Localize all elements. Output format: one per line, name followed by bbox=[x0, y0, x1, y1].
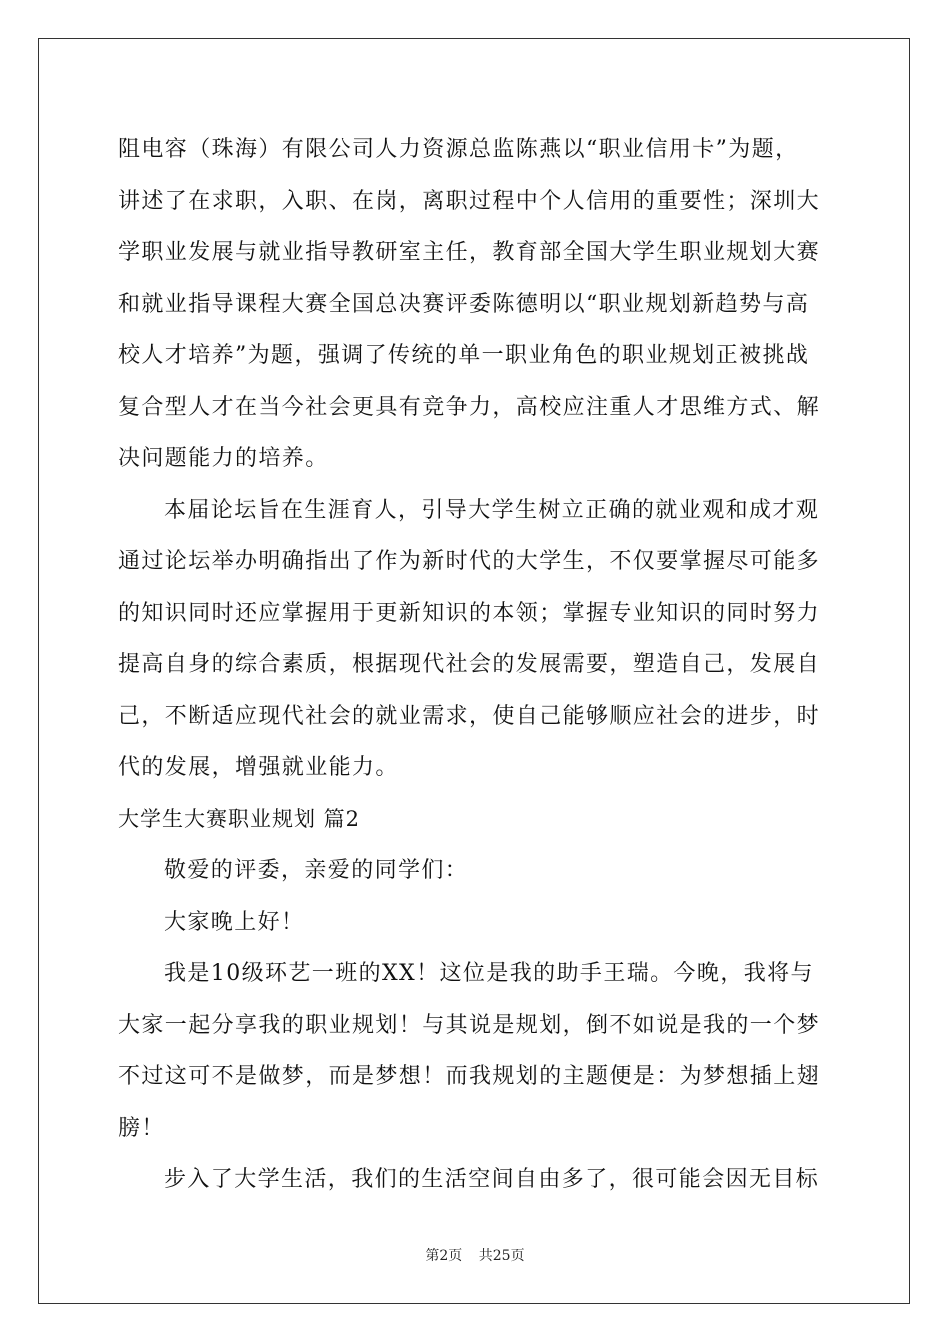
paragraph-3 bbox=[118, 948, 834, 1154]
text-line: 我是10级环艺一班的XX！这位是我的助手王瑞。今晚，我将与 bbox=[164, 961, 814, 986]
text-line: 校人才培养”为题，强调了传统的单一职业角色的职业规划正被挑战 bbox=[118, 343, 810, 368]
text-line: 提高自身的综合素质，根据现代社会的发展需要，塑造自己，发展自 bbox=[118, 652, 821, 677]
page-number: 第2页 bbox=[425, 1248, 463, 1264]
text-line: 阻电容（珠海）有限公司人力资源总监陈燕以“职业信用卡”为题， bbox=[118, 137, 799, 162]
text-line: 通过论坛举办明确指出了作为新时代的大学生，不仅要掌握尽可能多 bbox=[118, 549, 821, 574]
text-line: 和就业指导课程大赛全国总决赛评委陈德明以“职业规划新趋势与高 bbox=[118, 291, 810, 317]
text-line: 的知识同时还应掌握用于更新知识的本领；掌握专业知识的同时努力 bbox=[118, 600, 821, 626]
text-line: 膀！ bbox=[118, 1115, 165, 1141]
document-body bbox=[118, 124, 834, 1206]
text-line: 学职业发展与就业指导教研室主任，教育部全国大学生职业规划大赛 bbox=[118, 240, 821, 265]
text-line: 决问题能力的培养。 bbox=[118, 446, 329, 471]
salutation: 大家晚上好！ bbox=[164, 909, 305, 935]
text-line: 复合型人才在当今社会更具有竞争力，高校应注重人才思维方式、解 bbox=[118, 394, 821, 420]
text-line: 不过这可不是做梦，而是梦想！而我规划的主题便是：为梦想插上翅 bbox=[118, 1064, 821, 1089]
paragraph-1 bbox=[118, 124, 834, 485]
text-line: 大家一起分享我的职业规划！与其说是规划，倒不如说是我的一个梦 bbox=[118, 1012, 821, 1038]
page-total: 共25页 bbox=[478, 1248, 525, 1264]
section-heading: 大学生大赛职业规划 篇2 bbox=[118, 806, 361, 831]
text-line: 步入了大学生活，我们的生活空间自由多了，很可能会因无目标 bbox=[164, 1167, 820, 1192]
greeting: 敬爱的评委，亲爱的同学们： bbox=[164, 858, 469, 883]
text-line: 讲述了在求职，入职、在岗，离职过程中个人信用的重要性；深圳大 bbox=[118, 188, 821, 214]
page-footer bbox=[0, 1245, 950, 1265]
text-line: 己，不断适应现代社会的就业需求，使自己能够顺应社会的进步，时 bbox=[118, 703, 821, 729]
paragraph-4 bbox=[118, 1154, 834, 1206]
text-line: 代的发展，增强就业能力。 bbox=[118, 755, 399, 780]
text-line: 本届论坛旨在生涯育人，引导大学生树立正确的就业观和成才观 bbox=[164, 497, 820, 523]
paragraph-2 bbox=[118, 485, 834, 794]
